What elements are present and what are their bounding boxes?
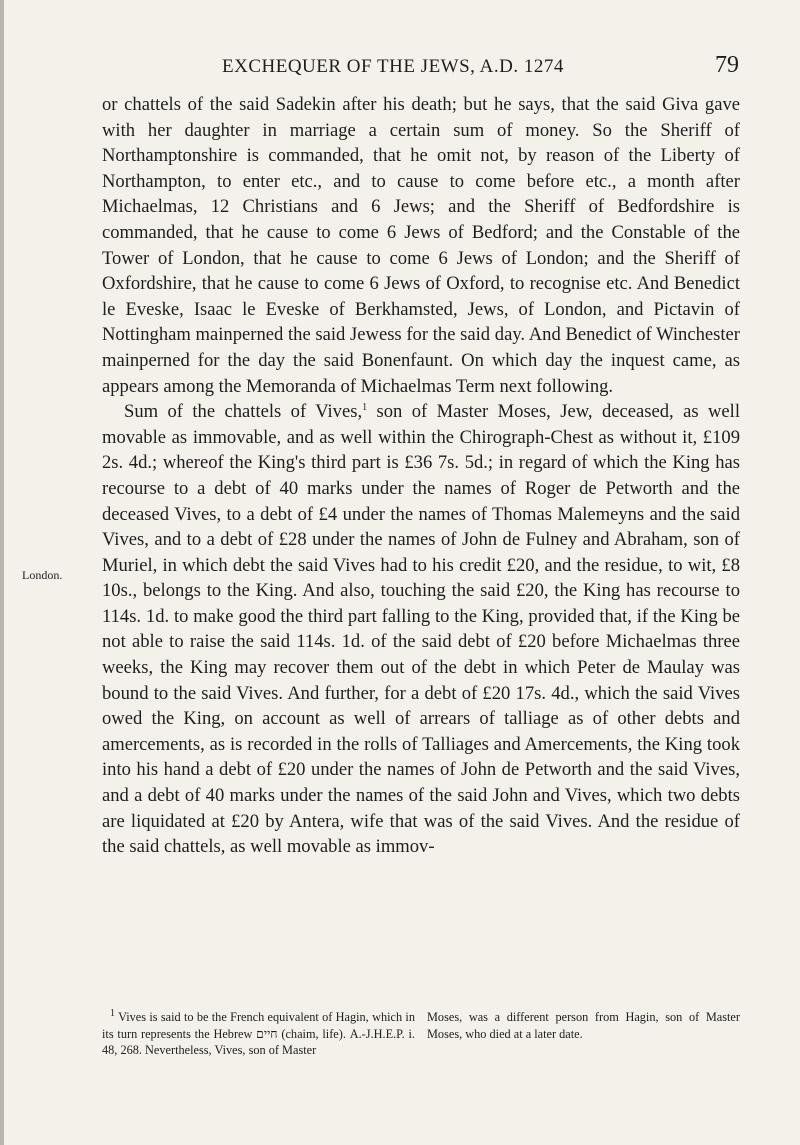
page-number: 79 (715, 52, 739, 78)
body-text (102, 92, 740, 860)
footnote-ref: 1 (362, 401, 368, 413)
footnotes (102, 1009, 740, 1059)
margin-note: London. (22, 568, 63, 582)
footnote-column (427, 1009, 740, 1059)
footnote-column (102, 1009, 415, 1059)
page-edge (0, 0, 4, 1145)
footnote-text: Moses, was a different person from Hagin, son of Master Moses, who died at a later date. (427, 1010, 740, 1041)
paragraph-text: son of Master Moses, Jew, deceased, as well movable as immovable, and as well within the Chirograph-Chest as without it, £109 2s. 4d.; whereof the King's third part is £36 7s. 5d.; in regard of which the King has recourse to a debt of 40 marks under the names of Roger de Petworth and the deceased Vives, to a debt of £4 under the names of Thomas Malemeyns and the said Vives, and to a debt of £28 under the names of John de Fulney and Abraham, son of Muriel, in which debt the said Vives had to his credit £20, and the residue, to wit, £8 10s., belongs to the King. And also, touching the said £20, the King has recourse to 114s. 1d. to make good the third part falling to the King, provided that, if the King be not able to raise the said 114s. 1d. of the said debt of £20 before Michaelmas three weeks, the King may recover them out of the debt in which Peter de Maulay was bound to the said Vives. And further, for a debt of £20 17s. 4d., which the said Vives owed the King, on account as well of arrears of talliage as of other debts and amercements, as is recorded in the rolls of Talliages and Amercements, the King took into his hand a debt of £20 under the names of John de Petworth and the said Vives, and a debt of 40 marks under the names of the said John and Vives, which two debts are liquidated at £20 by Antera, wife that was of the said Vives. And the residue of the said chattels, as well movable as immov- (102, 401, 740, 858)
running-head (222, 56, 706, 78)
footnote-marker: 1 (110, 1007, 115, 1019)
paragraph: or chattels of the said Sadekin after his death; but he says, that the said Giva gave with her daughter in marriage a certain sum of money. So the Sheriff of Northamptonshire is commanded, that he omit not, by reason of the Liberty of Northampton, to enter etc., and to cause to come before etc., a month after Michaelmas, 12 Christians and 6 Jews; and the Sheriff of Bedfordshire is commanded, that he cause to come 6 Jews of Bedford; and the Constable of the Tower of London, that he cause to come 6 Jews of London; and the Sheriff of Oxfordshire, that he cause to come 6 Jews of Oxford, to recognise etc. And Benedict le Eveske, Isaac le Eveske of Berkhamsted, Jews, of London, and Pictavin of Nottingham mainperned the said Jewess for the said day. And Benedict of Winchester mainperned for the day the said Bonenfaunt. On which day the inquest came, as appears among the Memoranda of Michaelmas Term next following. (102, 94, 740, 397)
paragraph-text: Sum of the chattels of Vives, (124, 401, 363, 423)
running-title: EXCHEQUER OF THE JEWS, A.D. 1274 (222, 56, 564, 77)
paragraph (102, 399, 740, 860)
footnote-text: Vives is said to be the French equivalent of Hagin, which in its turn represents the Hebrew חיים (chaim, life). A.-J.H.E.P. i. 48, 268. Nevertheless, Vives, son of Master (102, 1010, 415, 1058)
